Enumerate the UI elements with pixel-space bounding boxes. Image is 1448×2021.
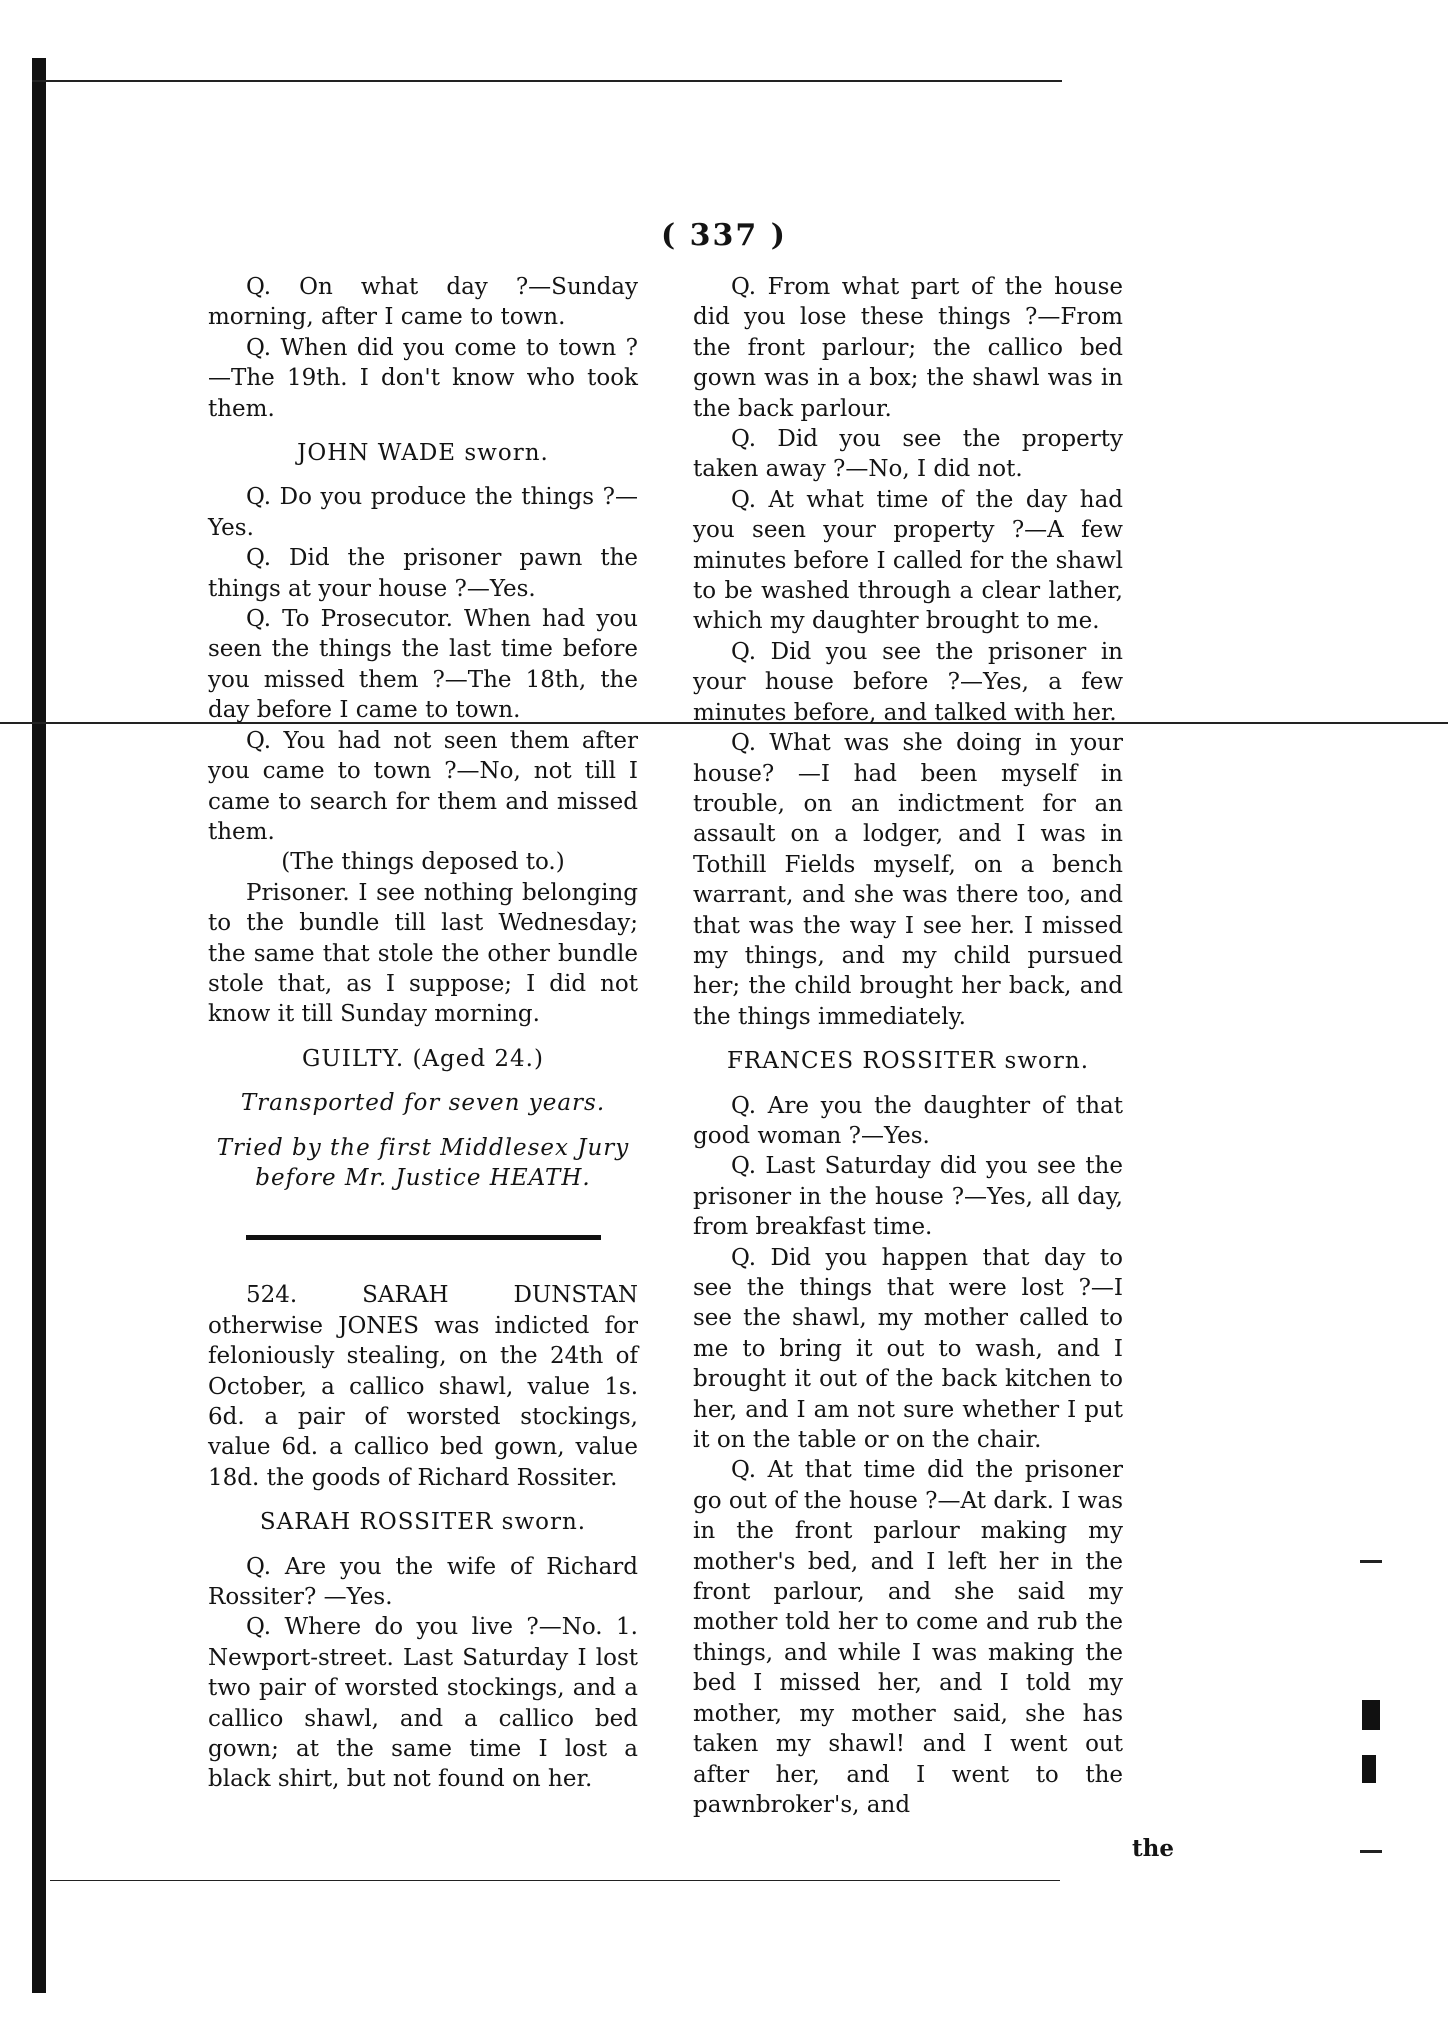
margin-dash [1360, 1850, 1382, 1853]
paragraph: Q. When did you come to town ?—The 19th. I don't know who took them. [208, 334, 638, 422]
paragraph: 524. SARAH DUNSTAN otherwise JONES was indicted for feloniously stealing, on the 24th of October, a callico shawl, value 1s. 6d. a pair of worsted stockings, value 6d. a callico bed gown, value 18d. the goods of Richard Rossiter. [208, 1282, 638, 1491]
paragraph: Q. Are you the wife of Richard Rossiter? —Yes. [208, 1553, 638, 1611]
paragraph: Q. You had not seen them after you came to town ?—No, not till I came to search for them and missed them. [208, 727, 638, 845]
stage-note: (The things deposed to.) [281, 849, 565, 876]
section-divider [246, 1235, 601, 1240]
paragraph: Q. Did you see the prisoner in your house before ?—Yes, a few minutes before, and talked with her. [693, 638, 1123, 726]
paragraph: Q. At what time of the day had you seen your property ?—A few minutes before I called for the shawl to be washed through a clear lather, which my daughter brought to me. [693, 486, 1123, 635]
paragraph: Q. On what day ?—Sunday morning, after I came to town. [208, 274, 638, 331]
catchword: the [1132, 1835, 1174, 1862]
section-heading: FRANCES ROSSITER sworn. [726, 1048, 1090, 1075]
bottom-rule [50, 1880, 1060, 1881]
paragraph: Q. Do you produce the things ?—Yes. [208, 484, 638, 541]
paragraph: Q. Last Saturday did you see the prisoner in the house ?—Yes, all day, from breakfast time. [693, 1153, 1123, 1241]
paragraph: Q. What was she doing in your house? —I had been myself in trouble, on an indictment for an assault on a lodger, and I was in Tothill Fields myself, on a bench warrant, and she was there too, and that was the way I see her. I missed my things, and my child pursued her; the child brought her back, and the things immediately. [693, 730, 1123, 1030]
sentence-line: Tried by the first Middlesex Jury before Mr. Justice HEATH. [216, 1134, 630, 1191]
margin-mark [1362, 1700, 1380, 1730]
binding-edge [32, 58, 46, 1993]
paragraph: Q. From what part of the house did you lose these things ?—From the front parlour; the callico bed gown was in a box; the shawl was in the back parlour. [693, 274, 1123, 422]
left-column [208, 272, 638, 1795]
section-heading: GUILTY. (Aged 24.) [302, 1045, 544, 1072]
top-rule [32, 80, 1062, 82]
right-column [693, 272, 1123, 1820]
paragraph: Q. At that time did the prisoner go out of the house ?—At dark. I was in the front parlour making my mother's bed, and I left her in the front parlour, and she said my mother told her to come and rub the things, and while I was making the bed I missed her, and I told my mother, my mother said, she has taken my shawl! and I went out after her, and I went to the pawnbroker's, and [693, 1457, 1123, 1818]
paragraph: Q. To Prosecutor. When had you seen the things the last time before you missed them ?—The 18th, the day before I came to town. [208, 606, 638, 724]
paragraph: Q. Did the prisoner pawn the things at your house ?—Yes. [208, 545, 638, 602]
paragraph: Prisoner. I see nothing belonging to the bundle till last Wednesday; the same that stole the other bundle stole that, as I suppose; I did not know it till Sunday morning. [208, 879, 638, 1028]
sentence-line: Transported for seven years. [240, 1090, 606, 1117]
margin-dash [1360, 1560, 1382, 1563]
paragraph: Q. Did you see the property taken away ?—No, I did not. [693, 426, 1123, 483]
section-heading: SARAH ROSSITER sworn. [259, 1509, 587, 1536]
paragraph: Q. Did you happen that day to see the things that were lost ?—I see the shawl, my mother called to me to bring it out to wash, and I brought it out of the back kitchen to her, and I am not sure whether I put it on the table or on the chair. [693, 1244, 1123, 1454]
paragraph: Q. Are you the daughter of that good woman ?—Yes. [693, 1092, 1123, 1149]
margin-mark [1362, 1755, 1376, 1783]
section-heading: JOHN WADE sworn. [297, 440, 549, 467]
paragraph: Q. Where do you live ?—No. 1. Newport-street. Last Saturday I lost two pair of worsted stockings, and a callico shawl, and a callico bed gown; at the same time I lost a black shirt, but not found on her. [208, 1614, 638, 1793]
page-number: ( 337 ) [661, 218, 787, 253]
